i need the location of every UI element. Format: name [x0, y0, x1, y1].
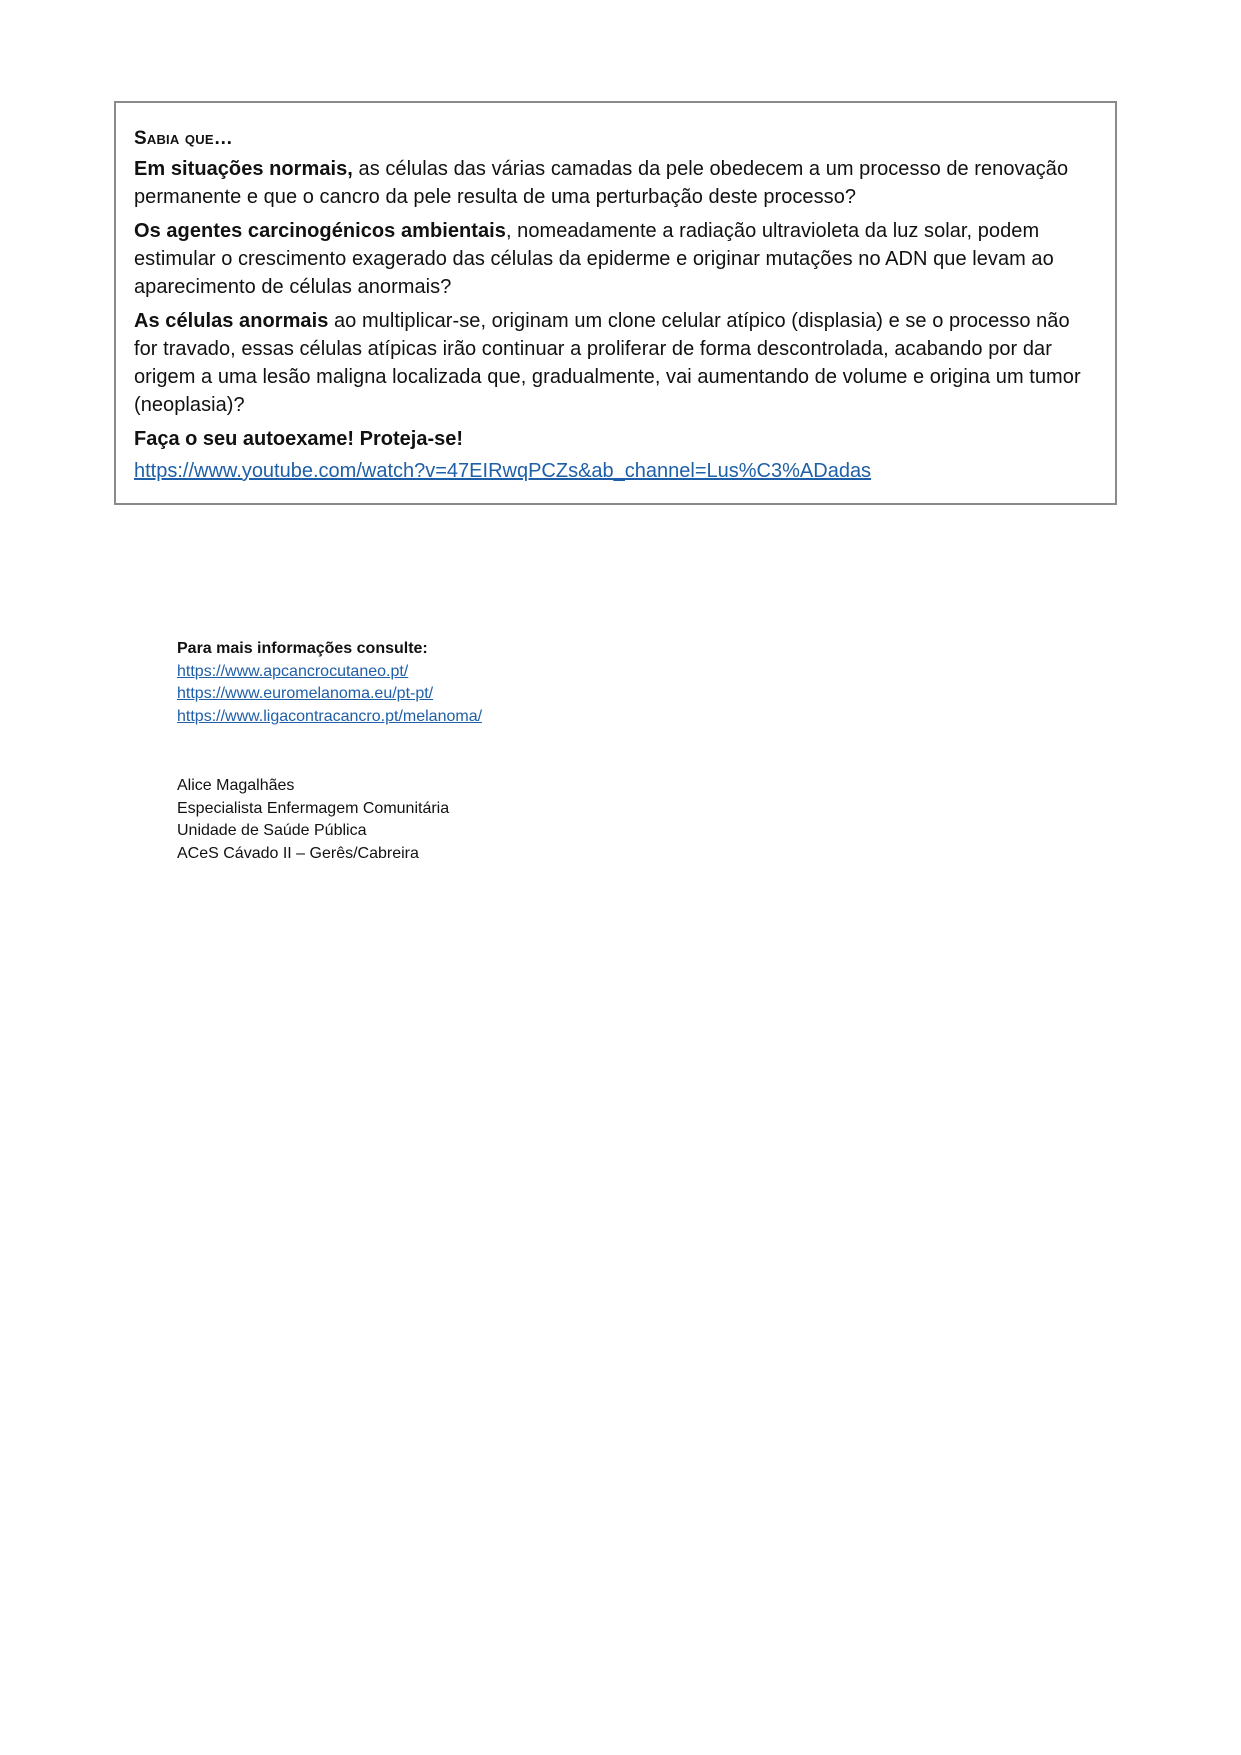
author-role: Especialista Enfermagem Comunitária	[177, 799, 450, 817]
did-you-know-box	[114, 101, 1117, 505]
youtube-video-link[interactable]: https://www.youtube.com/watch?v=47EIRwqPCZs&ab_channel=Lus%C3%ADadas	[134, 460, 872, 482]
paragraph-carcinogenic-agents	[134, 217, 1097, 301]
paragraph-abnormal-cells	[134, 307, 1097, 419]
paragraph-lead: Em situações normais,	[134, 158, 353, 180]
author-signature	[177, 775, 449, 865]
link-ligacontracancro[interactable]: https://www.ligacontracancro.pt/melanoma/	[177, 707, 483, 725]
paragraph-body: as células das várias camadas da pele obedecem a um processo de renovação permanente e que o cancro da pele resulta de uma perturbação deste processo?	[134, 158, 1069, 208]
call-to-action: Faça o seu autoexame! Proteja-se!	[134, 428, 464, 450]
author-organization: ACeS Cávado II – Gerês/Cabreira	[177, 844, 419, 862]
link-euromelanoma[interactable]: https://www.euromelanoma.eu/pt-pt/	[177, 685, 434, 702]
author-name: Alice Magalhães	[177, 777, 295, 794]
paragraph-lead: Os agentes carcinogénicos ambientais	[134, 220, 506, 242]
more-info-heading: Para mais informações consulte:	[177, 640, 428, 657]
more-info-section	[177, 638, 482, 728]
link-apcancrocutaneo[interactable]: https://www.apcancrocutaneo.pt/	[177, 662, 409, 680]
paragraph-lead: As células anormais	[134, 310, 329, 332]
paragraph-normal-situations	[134, 155, 1097, 211]
paragraph-body: ao multiplicar-se, originam um clone celular atípico (displasia) e se o processo não for travado, essas células atípicas irão continuar a proliferar de forma descontrolada, acabando por dar origem a uma lesão maligna localizada que, gradualmente, vai aumentando de volume e origina um tumor (neoplasia)?	[134, 310, 1081, 416]
author-unit: Unidade de Saúde Pública	[177, 822, 367, 839]
box-title: Sabia que…	[134, 128, 233, 149]
paragraph-body: , nomeadamente a radiação ultravioleta da luz solar, podem estimular o crescimento exagerado das células da epiderme e originar mutações no ADN que levam ao aparecimento de células anormais?	[134, 220, 1054, 298]
